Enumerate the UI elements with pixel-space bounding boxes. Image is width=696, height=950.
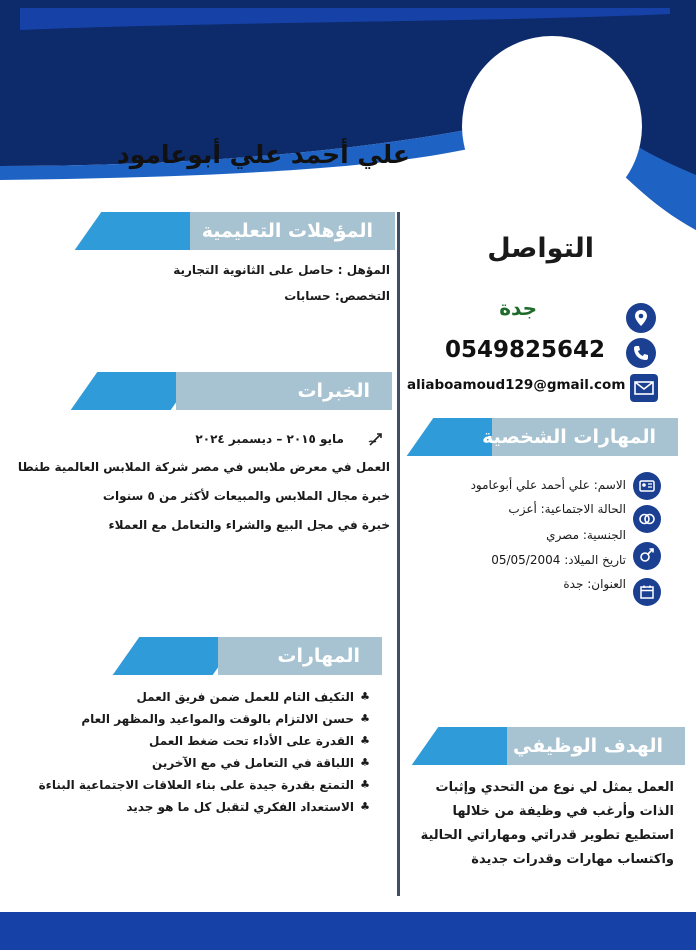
list-item: ♣ التمتع بقدرة جيدة على بناء العلاقات الاجتماعية البناءة: [38, 778, 370, 792]
calendar-icon: [633, 578, 661, 606]
experience-title: الخبرات: [297, 380, 370, 402]
column-divider: [397, 212, 400, 896]
id-card-icon: [633, 472, 661, 500]
experience-line: العمل في معرض ملابس في مصر شركة الملابس العالمية طنطا: [17, 460, 390, 474]
envelope-icon: [630, 374, 658, 402]
experience-line: خبرة في مجل البيع والشراء والتعامل مع العملاء: [108, 518, 390, 532]
experience-header: [66, 372, 392, 410]
personal-address: العنوان: جدة: [563, 577, 626, 591]
skills-header: [108, 637, 382, 675]
list-item: ♣ حسن الالتزام بالوقت والمواعيد والمظهر العام: [81, 712, 370, 726]
education-line: التخصص: حسابات: [284, 289, 390, 303]
objective-line: الذات وأرغب في وظيفة من خلالها: [452, 804, 674, 819]
objective-line: العمل يمثل لي نوع من التحدي وإثبات: [435, 780, 674, 795]
phone-icon: [626, 338, 656, 368]
contact-phone: 0549825642: [445, 337, 606, 363]
education-line: المؤهل : حاصل على الثانوية التجارية: [173, 263, 390, 277]
objective-title: الهدف الوظيفي: [513, 735, 663, 757]
footer-bar: [0, 912, 696, 950]
rings-icon: [633, 505, 661, 533]
personal-marital: الحالة الاجتماعية: أعزب: [508, 502, 626, 516]
education-title: المؤهلات التعليمية: [201, 220, 373, 242]
personal-birthdate: تاريخ الميلاد: 05/05/2004: [491, 553, 626, 567]
objective-body: [422, 780, 674, 876]
gender-icon: [633, 542, 661, 570]
personal-header: [402, 418, 678, 456]
personal-nationality: الجنسية: مصري: [546, 528, 626, 542]
profile-photo-placeholder: [462, 36, 642, 216]
contact-title: التواصل: [487, 233, 594, 264]
personal-name: الاسم: علي أحمد علي أبوعامود: [470, 478, 626, 492]
list-item: ♣ الاستعداد الفكري لتقبل كل ما هو جديد: [126, 800, 370, 814]
contact-city: جدة: [499, 296, 537, 320]
list-item: ♣ اللباقة في التعامل في مع الآخرين: [152, 756, 370, 770]
objective-line: استطيع تطوير قدراتي ومهاراتي الحالية: [420, 828, 674, 843]
candidate-name: علي أحمد علي أبوعامود: [116, 140, 410, 169]
signature-pen-icon: [367, 430, 385, 448]
list-item: ♣ القدرة على الأداء تحت ضغط العمل: [149, 734, 370, 748]
skills-title: المهارات: [277, 645, 360, 667]
list-item: ♣ التكيف التام للعمل ضمن فريق العمل: [136, 690, 370, 704]
location-pin-icon: [626, 303, 656, 333]
objective-header: [407, 727, 685, 765]
objective-line: واكتساب مهارات وقدرات جديدة: [471, 852, 674, 867]
skills-list: [38, 690, 370, 822]
education-header: [70, 212, 395, 250]
contact-email: aliaboamoud129@gmail.com: [407, 377, 626, 393]
experience-line: خبرة مجال الملابس والمبيعات لأكثر من ٥ سنوات: [102, 489, 390, 503]
experience-period: مايو ٢٠١٥ – ديسمبر ٢٠٢٤: [195, 432, 344, 446]
personal-title: المهارات الشخصية: [482, 426, 656, 448]
